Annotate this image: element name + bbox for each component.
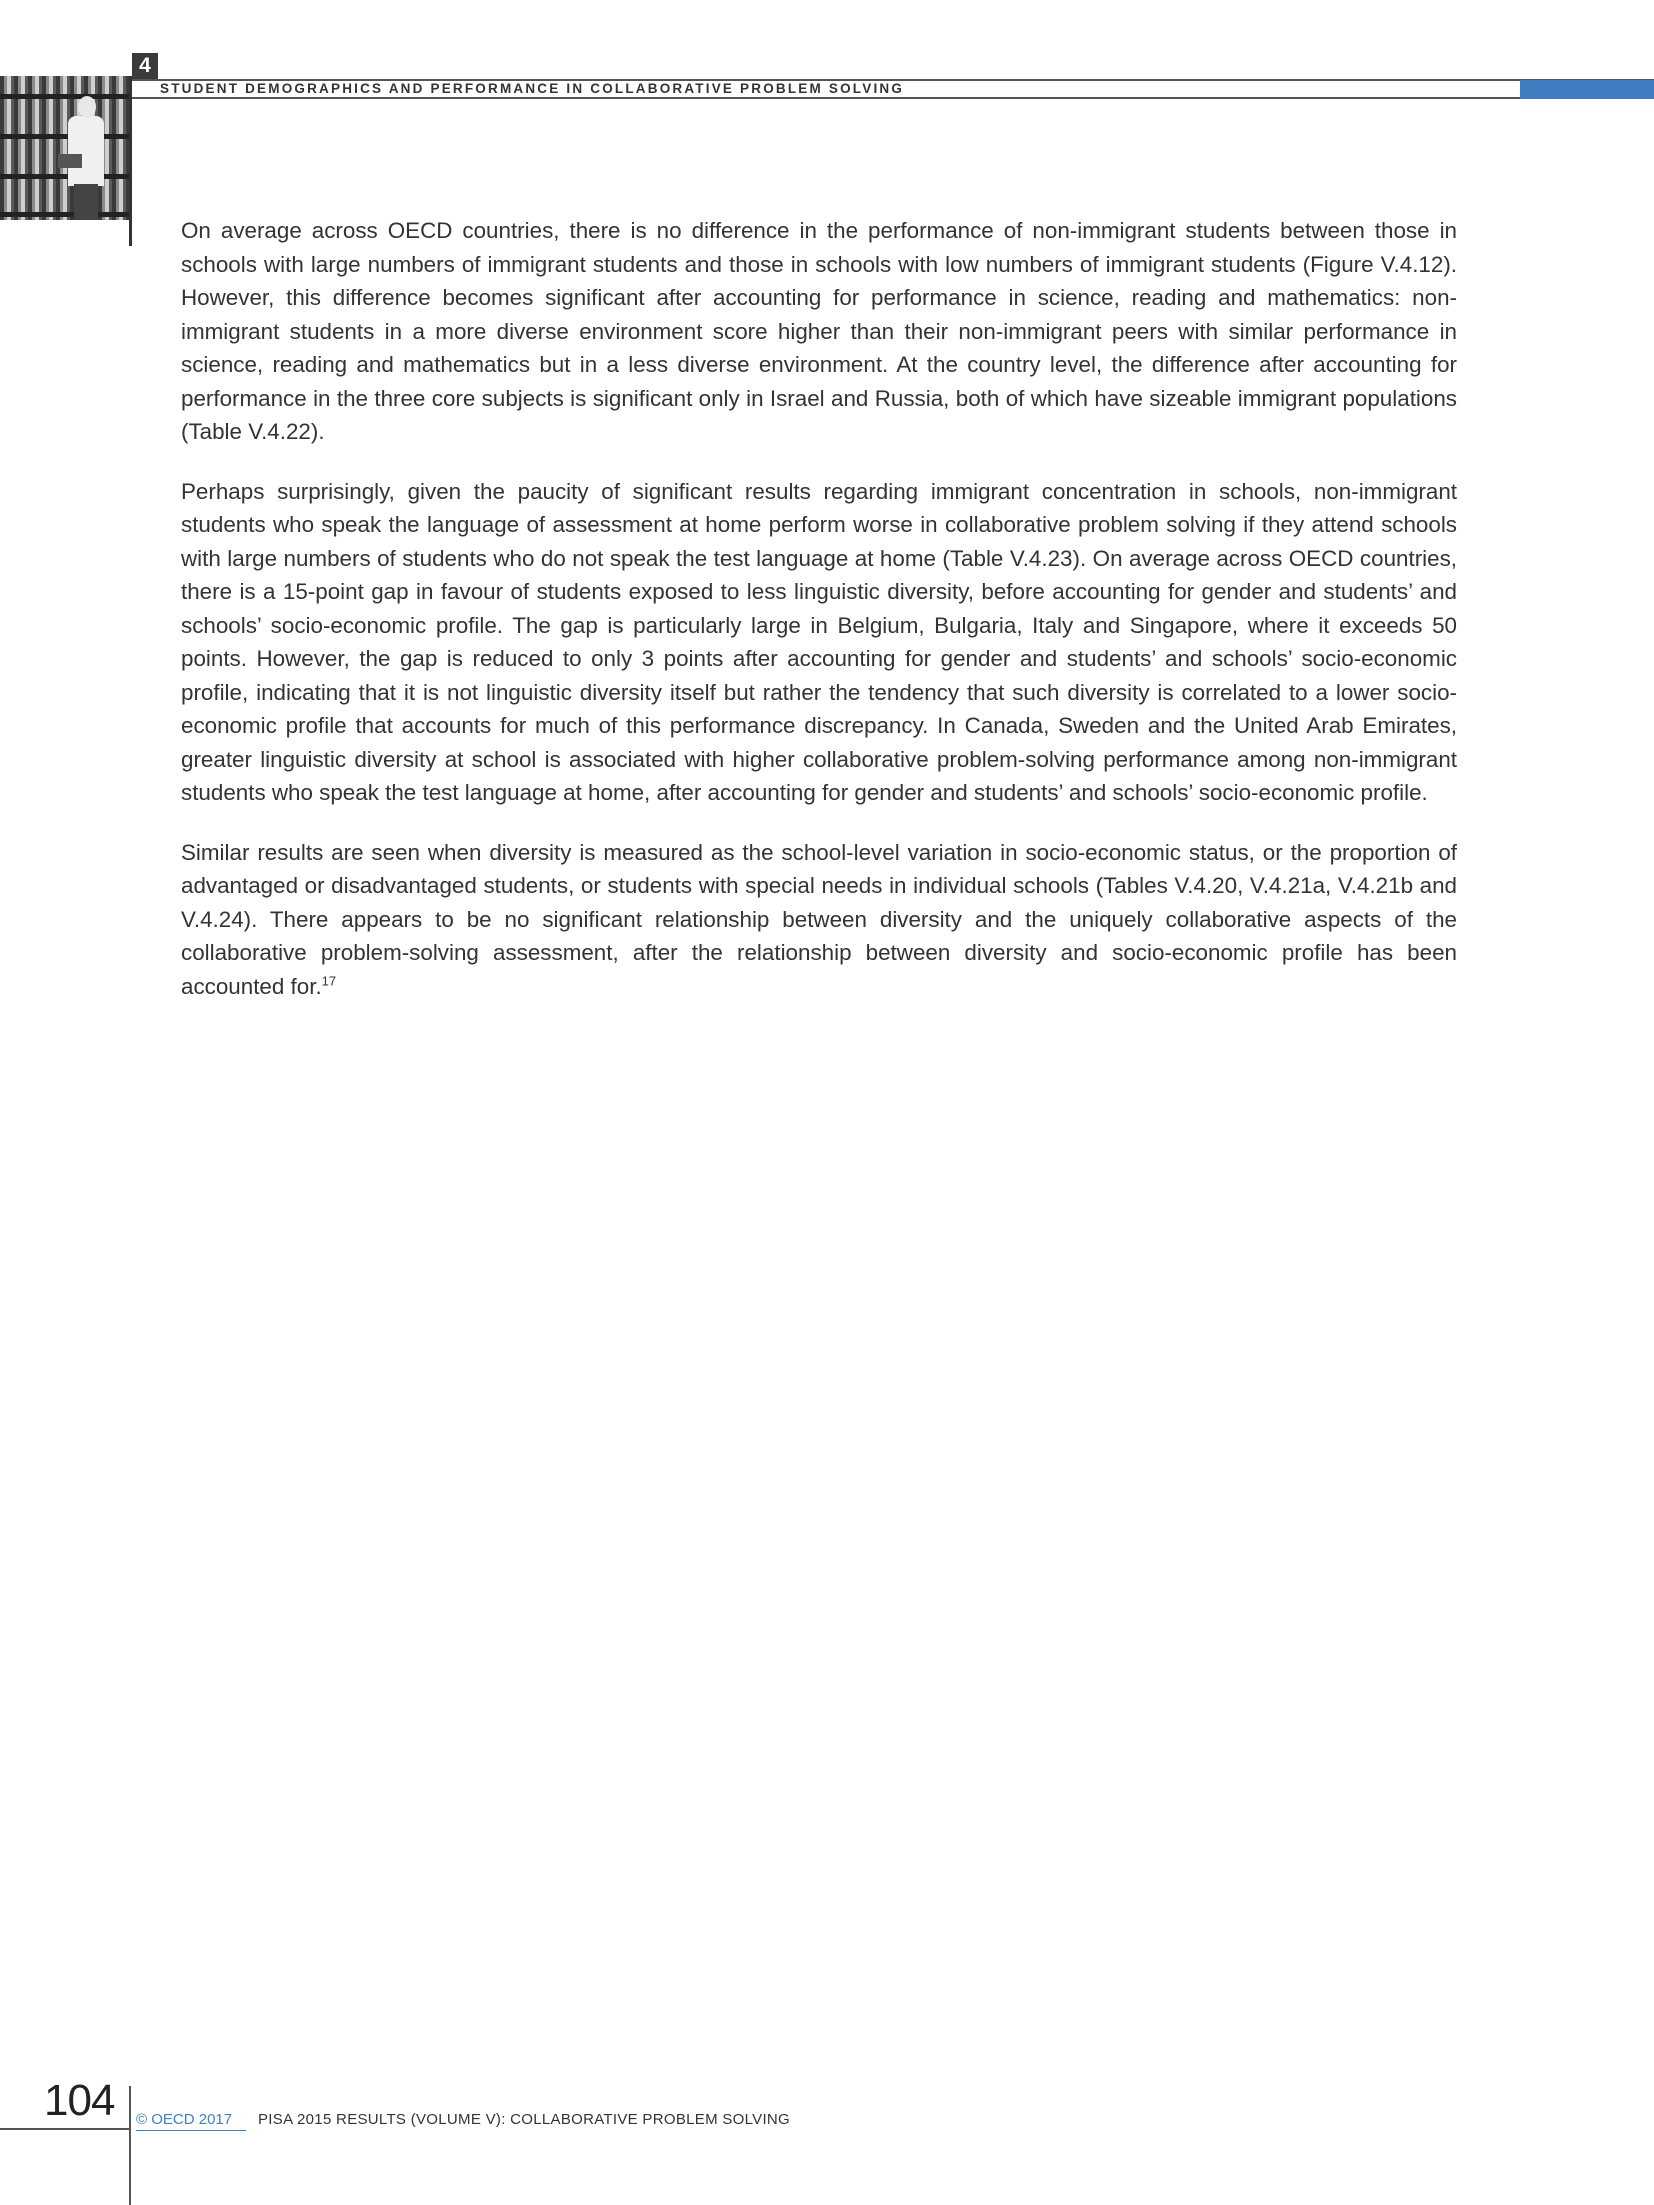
header-vertical-rule xyxy=(129,76,132,246)
header-rule-bottom xyxy=(132,97,1520,99)
paragraph-3 xyxy=(181,836,1457,1004)
page-number: 104 xyxy=(44,2076,115,2125)
footer-copyright: © OECD 2017 xyxy=(136,2111,233,2128)
footer-horizontal-rule xyxy=(0,2128,131,2130)
running-title: STUDENT DEMOGRAPHICS AND PERFORMANCE IN COLLABORATIVE PROBLEM SOLVING xyxy=(160,81,905,96)
footer-publication-title: PISA 2015 RESULTS (VOLUME V): COLLABORATIVE PROBLEM SOLVING xyxy=(258,2111,791,2128)
footnote-reference[interactable]: 17 xyxy=(321,973,337,989)
footer-copyright-underline xyxy=(136,2130,246,2131)
body-text xyxy=(181,214,1457,1029)
paragraph-3-text: Similar results are seen when diversity is measured as the school-level variation in socio-economic status, or the proportion of advantaged or disadvantaged students, or students with special needs in individual schools (Tables V.4.20, V.4.21a, V.4.21b and V.4.24). There appears to be no significant relationship between diversity and the uniquely collaborative aspects of the collaborative problem-solving assessment, after the relationship between diversity and socio-economic profile has been accounted for. xyxy=(181,839,1457,999)
chapter-number: 4 xyxy=(132,53,158,79)
paragraph-2: Perhaps surprisingly, given the paucity of significant results regarding immigrant concentration in schools, non-immigrant students who speak the language of assessment at home perform worse in collaborative problem solving if they attend schools with large numbers of students who do not speak the test language at home (Table V.4.23). On average across OECD countries, there is a 15-point gap in favour of students exposed to less linguistic diversity, before accounting for gender and students’ and schools’ socio-economic profile. The gap is particularly large in Belgium, Bulgaria, Italy and Singapore, where it exceeds 50 points. However, the gap is reduced to only 3 points after accounting for gender and students’ and schools’ socio-economic profile, indicating that it is not linguistic diversity itself but rather the tendency that such diversity is correlated to a lower socio-economic profile that accounts for much of this performance discrepancy. In Canada, Sweden and the United Arab Emirates, greater linguistic diversity at school is associated with higher collaborative problem-solving performance among non-immigrant students who speak the test language at home, after accounting for gender and students’ and schools’ socio-economic profile. xyxy=(181,478,1457,805)
header-accent-bar xyxy=(1520,80,1654,99)
footer-vertical-rule xyxy=(129,2086,131,2205)
header-photo xyxy=(0,76,129,220)
paragraph-1: On average across OECD countries, there is no difference in the performance of non-immigrant students between those in schools with large numbers of immigrant students and those in schools with low numbers of immigrant students (Figure V.4.12). However, this difference becomes significant after accounting for performance in science, reading and mathematics: non-immigrant students in a more diverse environment score higher than their non-immigrant peers with similar performance in science, reading and mathematics but in a less diverse environment. At the country level, the difference after accounting for performance in the three core subjects is significant only in Israel and Russia, both of which have sizeable immigrant populations (Table V.4.22). xyxy=(181,218,1457,444)
